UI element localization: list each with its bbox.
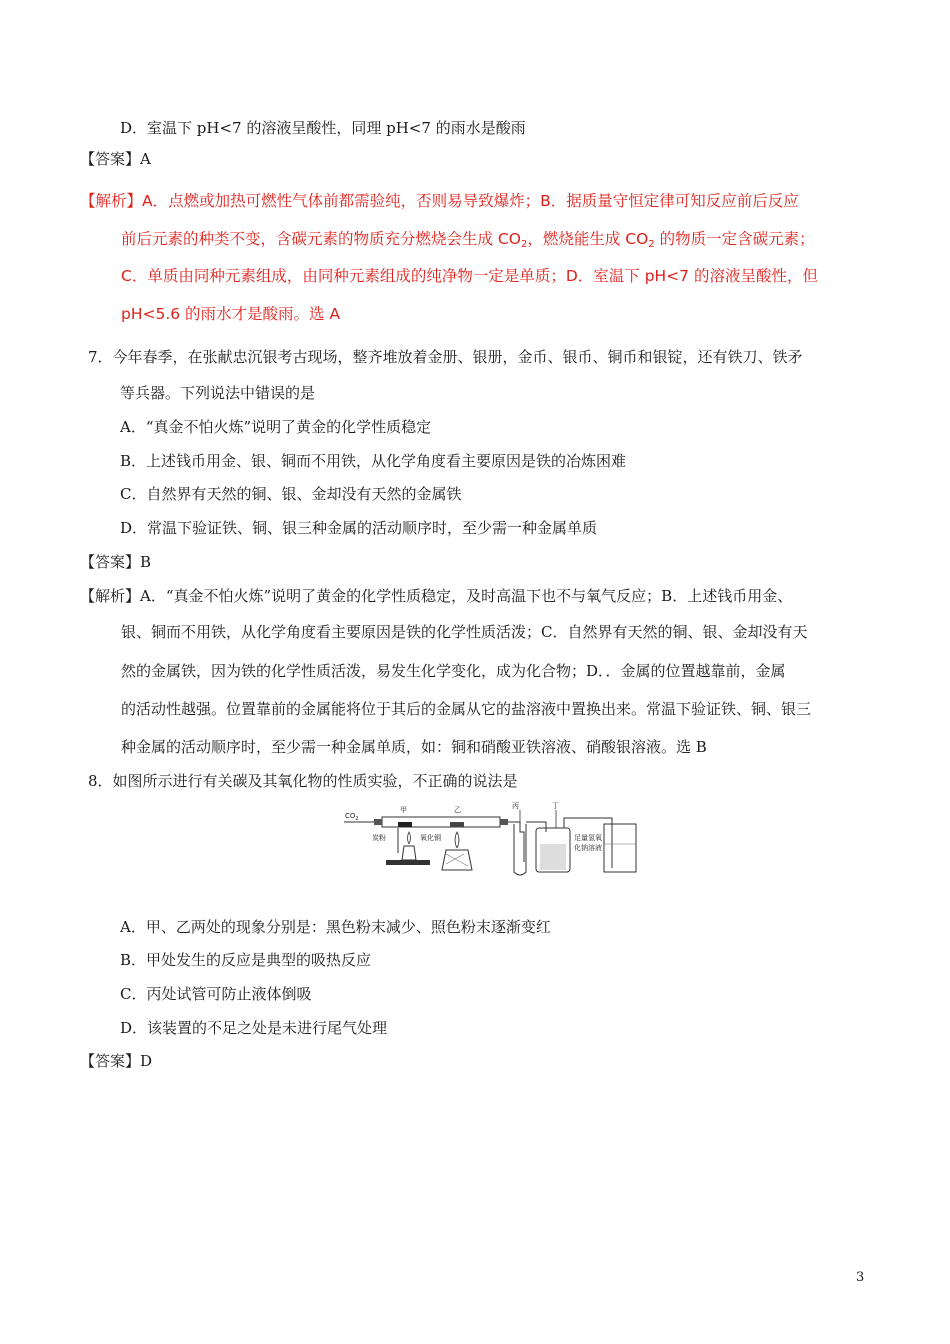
label-naoh-1: 足量氢氧 — [574, 834, 602, 842]
q6-analysis-2b: ，燃烧能生成 CO — [527, 230, 649, 248]
q7-stem-line-2: 等兵器。下列说法中错误的是 — [120, 384, 316, 402]
q7-option-a: A．“真金不怕火炼”说明了黄金的化学性质稳定 — [120, 418, 432, 436]
q6-option-d: D．室温下 pH<7 的溶液呈酸性，同理 pH<7 的雨水是酸雨 — [120, 119, 526, 137]
q8-option-c: C．丙处试管可防止液体倒吸 — [120, 985, 312, 1003]
flame-1 — [408, 832, 411, 844]
label-jia: 甲 — [400, 806, 407, 814]
tube-stopper-right — [500, 819, 508, 825]
q7-option-d: D．常温下验证铁、铜、银三种金属的活动顺序时，至少需一种金属单质 — [120, 519, 598, 537]
charcoal-powder — [398, 822, 412, 827]
q7-analysis-line-5: 种金属的活动顺序时，至少需一种金属单质，如：铜和硝酸亚铁溶液、硝酸银溶液。选 B — [121, 738, 707, 756]
naoh-solution — [540, 844, 566, 870]
q8-option-b: B．甲处发生的反应是典型的吸热反应 — [120, 951, 372, 969]
q6-analysis-line-1: 【解析】A．点燃或加热可燃性气体前都需验纯，否则易导致爆炸；B．据质量守恒定律可知反应前后反应 — [80, 192, 799, 210]
lamp-hatching — [446, 854, 468, 866]
q6-analysis-line-3: C．单质由同种元素组成，由同种元素组成的纯净物一定是单质；D．室温下 pH<7 的溶液呈酸性，但 — [121, 267, 818, 285]
q6-analysis-2a: 前后元素的种类不变，含碳元素的物质充分燃烧会生成 CO — [121, 230, 521, 248]
apparatus-figure — [342, 798, 642, 882]
label-yi: 乙 — [454, 806, 461, 814]
outlet-tube — [564, 818, 612, 868]
q7-stem-line-1: 7．今年春季，在张献忠沉银考古现场，整齐堆放着金册、银册，金币、银币、铜币和银锭，还有铁刀、铁矛 — [88, 348, 803, 366]
flame-2 — [455, 832, 459, 848]
q6-answer: 【答案】A — [80, 150, 151, 168]
copper-oxide-powder — [450, 822, 464, 827]
q7-analysis-line-2: 银、铜而不用铁，从化学角度看主要原因是铁的化学性质活泼；C．自然界有天然的铜、银、金却没有天 — [121, 623, 808, 641]
q6-analysis-line-4: pH<5.6 的雨水才是酸雨。选 A — [121, 305, 341, 323]
q8-stem: 8．如图所示进行有关碳及其氧化物的性质实验，不正确的说法是 — [88, 772, 518, 790]
label-bing: 丙 — [512, 802, 519, 810]
connector-tube-1 — [508, 822, 524, 862]
tube-stopper-left — [374, 819, 382, 825]
label-naoh-2: 化钠溶液 — [574, 844, 602, 852]
page-number: 3 — [856, 1270, 865, 1285]
q7-answer: 【答案】B — [80, 553, 152, 571]
q7-analysis-line-1: 【解析】A．“真金不怕火炼”说明了黄金的化学性质稳定，及时高温下也不与氧气反应；B．上述钱币用金、 — [80, 587, 793, 605]
beaker — [604, 824, 636, 872]
q8-answer: 【答案】D — [80, 1052, 153, 1070]
q8-option-d: D．该装置的不足之处是未进行尾气处理 — [120, 1019, 388, 1037]
q8-option-a: A．甲、乙两处的现象分别是：黑色粉末减少、照色粉末逐渐变红 — [120, 918, 551, 936]
q7-option-b: B．上述钱币用金、银、铜而不用铁，从化学角度看主要原因是铁的冶炼困难 — [120, 452, 627, 470]
stand-base-1 — [386, 860, 430, 865]
q6-analysis-line-2 — [121, 229, 815, 249]
q7-analysis-line-4: 的活动性越强。位置靠前的金属能将位于其后的金属从它的盐溶液中置换出来。常温下验证铁、铜、银三 — [121, 700, 812, 718]
q7-analysis-line-3: 然的金属铁，因为铁的化学性质活泼，易发生化学变化，成为化合物；D．．金属的位置越靠前，金属 — [121, 662, 786, 680]
label-copper-oxide: 氧化铜 — [420, 834, 441, 842]
burner-1 — [402, 846, 416, 860]
q7-option-c: C．自然界有天然的铜、银、金却没有天然的金属铁 — [120, 485, 462, 503]
co2-label: $CO_2$ — [345, 812, 359, 822]
label-charcoal: 炭粉 — [372, 834, 386, 842]
q6-co2-subscript-2: 2 — [648, 239, 655, 250]
label-ding: 丁 — [552, 802, 559, 810]
q6-co2-subscript-1: 2 — [520, 239, 528, 250]
q6-analysis-2c: 的物质一定含碳元素； — [654, 230, 815, 248]
